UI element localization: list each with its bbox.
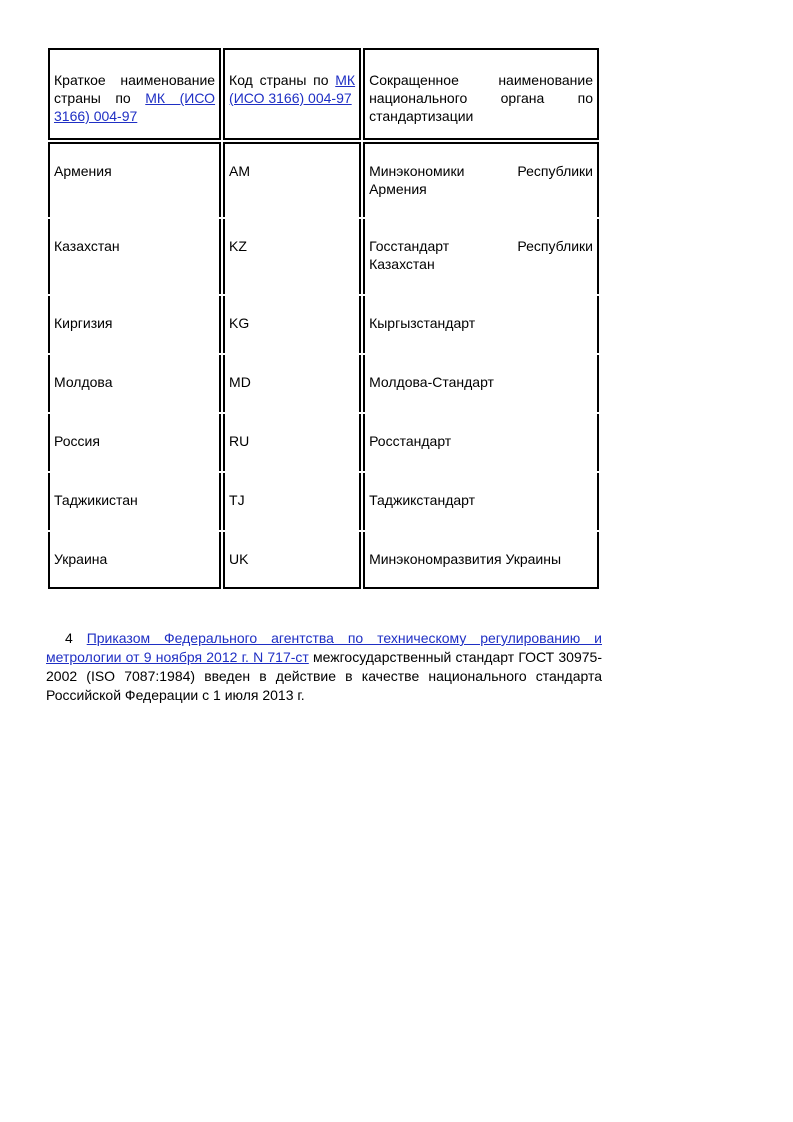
order-link[interactable]: Приказом Федерального агентства по техническому регулированию и метрологии от 9 ноября 2012 г. N 717-ст xyxy=(46,630,603,665)
body-cell: Кыргызстандарт xyxy=(363,296,599,353)
footnote-number: 4 xyxy=(65,630,73,646)
standards-table xyxy=(46,46,601,591)
code-cell: RU xyxy=(223,414,361,471)
body-cell: Росстандарт xyxy=(363,414,599,471)
code-cell: KG xyxy=(223,296,361,353)
code-cell: TJ xyxy=(223,473,361,530)
table-row xyxy=(48,355,599,412)
country-cell: Россия xyxy=(48,414,221,471)
code-cell: UK xyxy=(223,532,361,589)
code-cell: AM xyxy=(223,142,361,217)
table-row xyxy=(48,414,599,471)
body-cell: Минэкономики Республики Армения xyxy=(363,142,599,217)
country-cell: Украина xyxy=(48,532,221,589)
body-cell: Молдова-Стандарт xyxy=(363,355,599,412)
header-code-link[interactable]: МК (ИСО 3166) 004-97 xyxy=(229,72,356,106)
country-cell: Казахстан xyxy=(48,219,221,294)
country-cell: Молдова xyxy=(48,355,221,412)
table-row xyxy=(48,142,599,217)
code-cell: KZ xyxy=(223,219,361,294)
table-row xyxy=(48,473,599,530)
header-country-text: Краткое наименование страны по xyxy=(54,72,216,106)
table-header-row xyxy=(48,48,599,140)
table-row xyxy=(48,296,599,353)
footnote-text: межгосударственный стандарт ГОСТ 30975-2002 (ISO 7087:1984) введен в действие в качестве национального стандарта Российской Федерации с 1 июля 2013 г. xyxy=(46,649,602,703)
country-cell: Киргизия xyxy=(48,296,221,353)
table-row xyxy=(48,532,599,589)
header-country-link[interactable]: МК (ИСО 3166) 004-97 xyxy=(54,90,216,124)
header-standards-body xyxy=(363,48,599,140)
table-row xyxy=(48,219,599,294)
header-country-code xyxy=(223,48,361,140)
header-country-name xyxy=(48,48,221,140)
header-body-text: Сокращенное наименование национального органа по стандартизации xyxy=(369,72,593,124)
body-cell: Минэкономразвития Украины xyxy=(363,532,599,589)
body-cell: Госстандарт Республики Казахстан xyxy=(363,219,599,294)
country-cell: Армения xyxy=(48,142,221,217)
country-cell: Таджикистан xyxy=(48,473,221,530)
header-code-text: Код страны по xyxy=(229,72,329,88)
footnote-paragraph xyxy=(46,629,602,705)
body-cell: Таджикстандарт xyxy=(363,473,599,530)
code-cell: MD xyxy=(223,355,361,412)
